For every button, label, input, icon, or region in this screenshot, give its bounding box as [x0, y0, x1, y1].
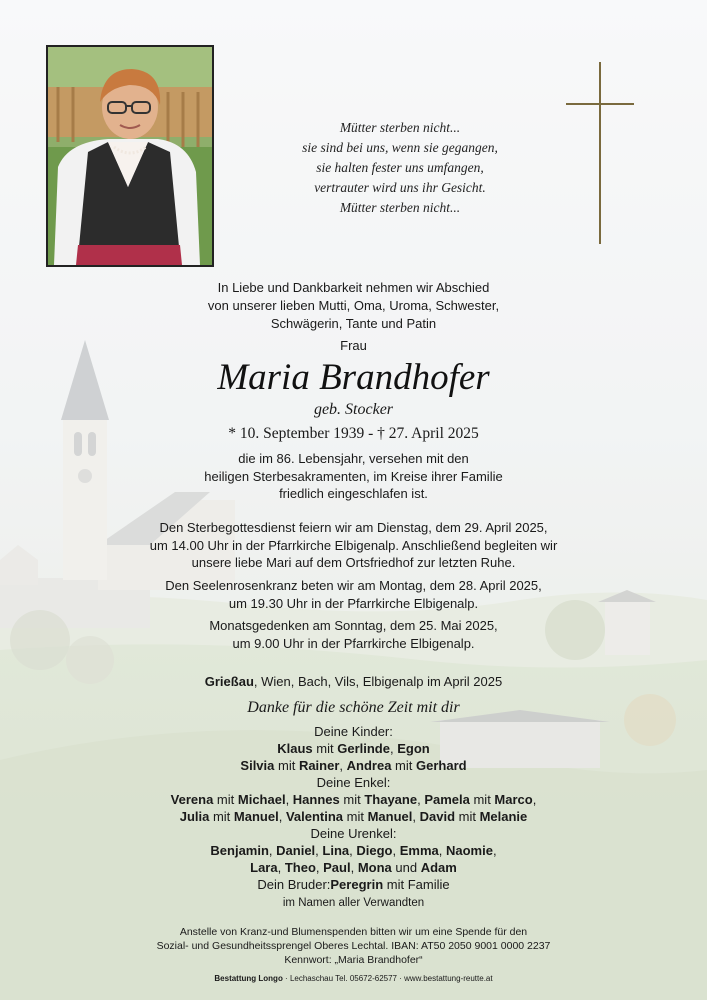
kinder-label: Deine Kinder: — [314, 724, 393, 739]
place-first: Grießau — [204, 674, 254, 689]
person-name: Valentina — [285, 809, 344, 824]
connector-text: , — [492, 843, 497, 858]
connector-text: , — [392, 843, 400, 858]
funeral-line: unsere liebe Mari auf dem Ortsfriedhof zur letzten Ruhe. — [191, 555, 516, 570]
connector-text: , — [350, 860, 358, 875]
passing-line: friedlich eingeschlafen ist. — [279, 486, 428, 501]
poem-line: vertrauter wird uns ihr Gesicht. — [314, 180, 486, 195]
salutation: Frau — [340, 338, 367, 353]
monthly-memorial — [0, 617, 707, 652]
person-name: Egon — [397, 741, 430, 756]
poem-line: Mütter sterben nicht... — [339, 120, 461, 135]
kinder-list — [0, 740, 707, 774]
connector-text: mit — [209, 809, 234, 824]
place-rest: , Wien, Bach, Vils, Elbigenalp im April 2025 — [253, 674, 503, 689]
intro-line: von unserer lieben Mutti, Oma, Uroma, Schwester, — [207, 298, 500, 313]
funeral-line: Den Sterbegottesdienst feiern wir am Dienstag, dem 29. April 2025, — [159, 520, 548, 535]
footer-contact: · Lechaschau Tel. 05672-62577 · www.bestattung-reutte.at — [282, 974, 493, 983]
thanks-line: Danke für die schöne Zeit mit dir — [247, 699, 460, 716]
connector-text: , — [285, 792, 293, 807]
donation-line: Kennwort: „Maria Brandhofer“ — [284, 954, 423, 966]
person-name: Andrea — [346, 758, 392, 773]
enkel-line — [0, 791, 707, 808]
person-name: Adam — [420, 860, 457, 875]
person-name: Daniel — [276, 843, 316, 858]
connector-text: , — [278, 809, 286, 824]
person-name: Gerlinde — [337, 741, 390, 756]
life-dates: * 10. September 1939 - † 27. April 2025 — [228, 425, 479, 442]
connector-text: , — [268, 843, 277, 858]
person-name: Paul — [323, 860, 351, 875]
person-name: Melanie — [479, 809, 528, 824]
person-name: Manuel — [367, 809, 413, 824]
family-list — [0, 723, 707, 912]
person-name: Lina — [322, 843, 350, 858]
monthly-line: Monatsgedenken am Sonntag, dem 25. Mai 2025, — [209, 618, 498, 633]
person-name: Naomie — [446, 843, 493, 858]
connector-text: , — [417, 792, 425, 807]
intro-line: In Liebe und Dankbarkeit nehmen wir Abschied — [217, 280, 490, 295]
person-name: Emma — [399, 843, 439, 858]
connector-text: , — [277, 860, 285, 875]
person-name: Verena — [170, 792, 214, 807]
footer — [0, 973, 707, 984]
rosary-line: um 19.30 Uhr in der Pfarrkirche Elbigenalp. — [228, 595, 479, 611]
urenkel-list — [0, 842, 707, 876]
connector-text: , — [389, 741, 398, 756]
funeral-service — [0, 519, 707, 572]
kinder-line — [0, 740, 707, 757]
poem-line: sie halten fester uns umfangen, — [316, 160, 484, 175]
connector-text: mit — [391, 758, 416, 773]
intro-text — [0, 279, 707, 333]
donation-line: Sozial- und Gesundheitssprengel Oberes Lechtal. IBAN: AT50 2050 9001 0000 2237 — [156, 940, 551, 952]
connector-text: , — [412, 809, 420, 824]
relatives-line: im Namen aller Verwandten — [282, 897, 425, 909]
kinder-line — [0, 757, 707, 774]
urenkel-label: Deine Urenkel: — [310, 826, 397, 841]
connector-text: mit — [343, 809, 368, 824]
connector-text: , — [339, 758, 347, 773]
rosary-notice — [0, 577, 707, 612]
portrait-photo — [46, 45, 214, 267]
person-name: Pamela — [424, 792, 470, 807]
intro-line: Schwägerin, Tante und Patin — [270, 316, 437, 331]
connector-text: mit — [213, 792, 238, 807]
deceased-name: Maria Brandhofer — [217, 357, 490, 398]
connector-text: , — [315, 860, 324, 875]
enkel-list — [0, 791, 707, 825]
connector-text: , — [532, 792, 537, 807]
person-name: David — [419, 809, 456, 824]
passing-line: heiligen Sterbesakramenten, im Kreise ihrer Familie — [204, 468, 503, 484]
connector-text: mit — [274, 758, 299, 773]
person-name: Lara — [250, 860, 278, 875]
connector-text: , — [438, 843, 446, 858]
person-name: Silvia — [240, 758, 275, 773]
rosary-line: Den Seelenrosenkranz beten wir am Montag, dem 28. April 2025, — [165, 578, 542, 593]
donation-notice — [0, 925, 707, 967]
connector-text: mit — [455, 809, 480, 824]
connector-text: , — [315, 843, 323, 858]
enkel-line — [0, 808, 707, 825]
person-name: Michael — [237, 792, 286, 807]
person-name: Theo — [284, 860, 316, 875]
brother-family: mit Familie — [383, 877, 450, 892]
poem-line: sie sind bei uns, wenn sie gegangen, — [302, 140, 498, 155]
funeral-line: um 14.00 Uhr in der Pfarrkirche Elbigenalp. Anschließend begleiten wir — [149, 537, 558, 553]
maiden-name: geb. Stocker — [313, 401, 394, 418]
person-name: Klaus — [277, 741, 313, 756]
urenkel-line — [0, 842, 707, 859]
footer-company: Bestattung Longo — [214, 974, 283, 983]
person-name: Manuel — [233, 809, 279, 824]
person-name: Diego — [356, 843, 393, 858]
person-name: Thayane — [364, 792, 418, 807]
person-name: Rainer — [298, 758, 340, 773]
person-name: Mona — [357, 860, 392, 875]
person-name: Julia — [179, 809, 210, 824]
connector-text: mit — [312, 741, 338, 756]
enkel-label: Deine Enkel: — [316, 775, 391, 790]
poem-line: Mütter sterben nicht... — [339, 200, 461, 215]
poem — [270, 118, 530, 218]
person-name: Hannes — [292, 792, 340, 807]
person-name: Gerhard — [416, 758, 467, 773]
place-date — [0, 673, 707, 691]
passing-text — [0, 450, 707, 503]
connector-text: mit — [339, 792, 365, 807]
urenkel-line — [0, 859, 707, 876]
connector-text: und — [391, 860, 421, 875]
brother-label: Dein Bruder: — [257, 877, 331, 892]
donation-line: Anstelle von Kranz-und Blumenspenden bitten wir um eine Spende für den — [179, 926, 528, 938]
person-name: Marco — [494, 792, 533, 807]
connector-text: , — [349, 843, 357, 858]
brother-name: Peregrin — [330, 877, 384, 892]
connector-text: mit — [469, 792, 495, 807]
cross-icon — [566, 62, 634, 244]
brother-line — [0, 876, 707, 893]
passing-line: die im 86. Lebensjahr, versehen mit den — [238, 451, 469, 466]
monthly-line: um 9.00 Uhr in der Pfarrkirche Elbigenalp. — [232, 635, 475, 651]
person-name: Benjamin — [210, 843, 269, 858]
